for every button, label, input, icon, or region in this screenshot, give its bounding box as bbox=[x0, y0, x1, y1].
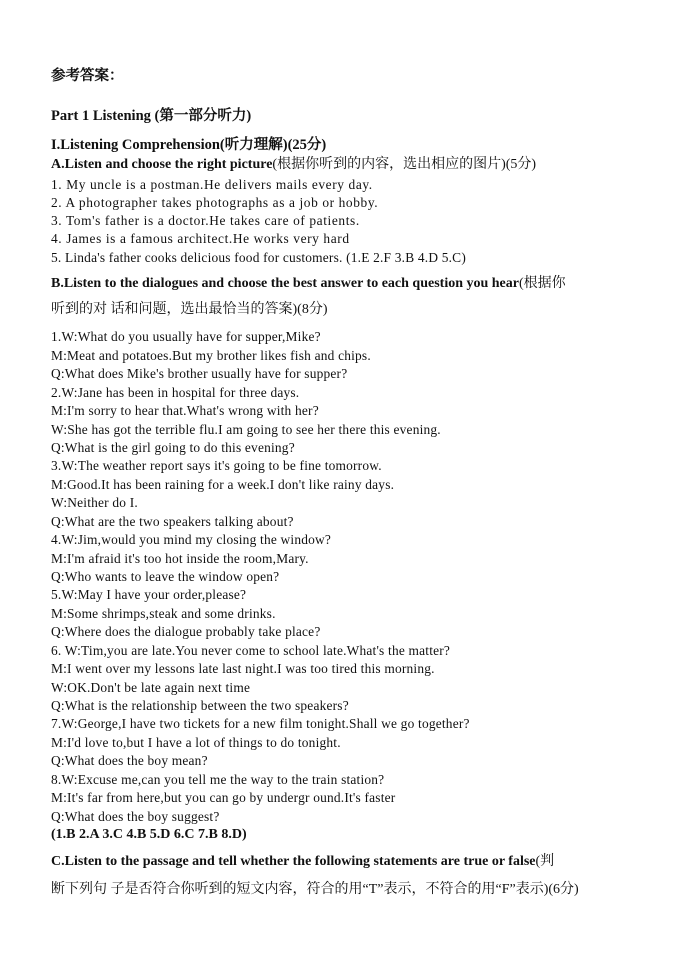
dialogue-line: Q:What does Mike's brother usually have for supper? bbox=[51, 366, 348, 381]
part-heading: Part 1 Listening (第一部分听力) bbox=[51, 108, 252, 124]
section-a-heading-note: (根据你听到的内容，选出相应的图片)(5分) bbox=[272, 157, 537, 172]
section-b-answers: (1.B 2.A 3.C 4.B 5.D 6.C 7.B 8.D) bbox=[51, 827, 247, 842]
dialogue-line: 7.W:George,I have two tickets for a new film tonight.Shall we go together? bbox=[51, 716, 470, 731]
section-a-heading bbox=[51, 155, 536, 175]
dialogue-line: 8.W:Excuse me,can you tell me the way to the train station? bbox=[51, 772, 385, 787]
dialogue-line: M:I'd love to,but I have a lot of things to do tonight. bbox=[51, 735, 341, 750]
answer-key-title: 参考答案： bbox=[51, 68, 124, 84]
dialogue-line: W:OK.Don't be late again next time bbox=[51, 680, 251, 695]
dialogue-line: Q:Who wants to leave the window open? bbox=[51, 569, 280, 584]
dialogue-line: 3.W:The weather report says it's going to be fine tomorrow. bbox=[51, 458, 382, 473]
section-b-heading-line2: 听到的对 话和问题，选出最恰当的答案)(8分) bbox=[51, 302, 328, 317]
dialogue-line: M:Meat and potatoes.But my brother likes fish and chips. bbox=[51, 348, 371, 363]
section-a-item-2: 2. A photographer takes photographs as a job or hobby. bbox=[51, 195, 379, 210]
dialogue-line: M:I'm afraid it's too hot inside the room,Mary. bbox=[51, 551, 309, 566]
section-c-heading bbox=[51, 852, 554, 872]
dialogue-line: 1.W:What do you usually have for supper,Mike? bbox=[51, 329, 321, 344]
dialogue-line: W:Neither do I. bbox=[51, 495, 138, 510]
dialogue-line: Q:What does the boy suggest? bbox=[51, 809, 220, 824]
section-c-heading-line2: 断下列句 子是否符合你听到的短文内容，符合的用“T”表示，不符合的用“F”表示)(6分) bbox=[51, 882, 579, 897]
section-a-item-1: 1. My uncle is a postman.He delivers mails every day. bbox=[51, 177, 373, 192]
dialogue-line: 5.W:May I have your order,please? bbox=[51, 587, 247, 602]
dialogue-line: Q:Where does the dialogue probably take place? bbox=[51, 624, 321, 639]
dialogue-line: M:I went over my lessons late last night.I was too tired this morning. bbox=[51, 661, 435, 676]
section-b-heading-note: (根据你 bbox=[519, 276, 566, 291]
dialogue-line: M:It's far from here,but you can go by undergr ound.It's faster bbox=[51, 790, 396, 805]
section-c-heading-main: C.Listen to the passage and tell whether the following statements are true or false bbox=[51, 854, 536, 869]
dialogue-line: 2.W:Jane has been in hospital for three days. bbox=[51, 385, 300, 400]
dialogue-line: W:She has got the terrible flu.I am going to see her there this evening. bbox=[51, 422, 441, 437]
dialogue-line: Q:What is the relationship between the two speakers? bbox=[51, 698, 349, 713]
listening-comprehension-heading: I.Listening Comprehension(听力理解)(25分) bbox=[51, 137, 327, 153]
dialogue-line: 4.W:Jim,would you mind my closing the window? bbox=[51, 532, 332, 547]
dialogue-line: M:Good.It has been raining for a week.I don't like rainy days. bbox=[51, 477, 395, 492]
dialogue-line: Q:What are the two speakers talking about? bbox=[51, 514, 294, 529]
section-a-item-5: 5. Linda's father cooks delicious food for customers. (1.E 2.F 3.B 4.D 5.C) bbox=[51, 250, 466, 265]
section-b-heading bbox=[51, 274, 566, 294]
dialogue-line: Q:What is the girl going to do this evening? bbox=[51, 440, 295, 455]
dialogue-line: 6. W:Tim,you are late.You never come to school late.What's the matter? bbox=[51, 643, 451, 658]
dialogue-line: Q:What does the boy mean? bbox=[51, 753, 208, 768]
section-a-heading-main: A.Listen and choose the right picture bbox=[51, 157, 273, 172]
section-a-item-4: 4. James is a famous architect.He works very hard bbox=[51, 231, 350, 246]
dialogue-line: M:Some shrimps,steak and some drinks. bbox=[51, 606, 276, 621]
dialogue-line: M:I'm sorry to hear that.What's wrong with her? bbox=[51, 403, 319, 418]
section-b-heading-main: B.Listen to the dialogues and choose the best answer to each question you hear bbox=[51, 276, 519, 291]
section-c-heading-note: (判 bbox=[535, 854, 555, 869]
section-a-item-3: 3. Tom's father is a doctor.He takes care of patients. bbox=[51, 213, 360, 228]
